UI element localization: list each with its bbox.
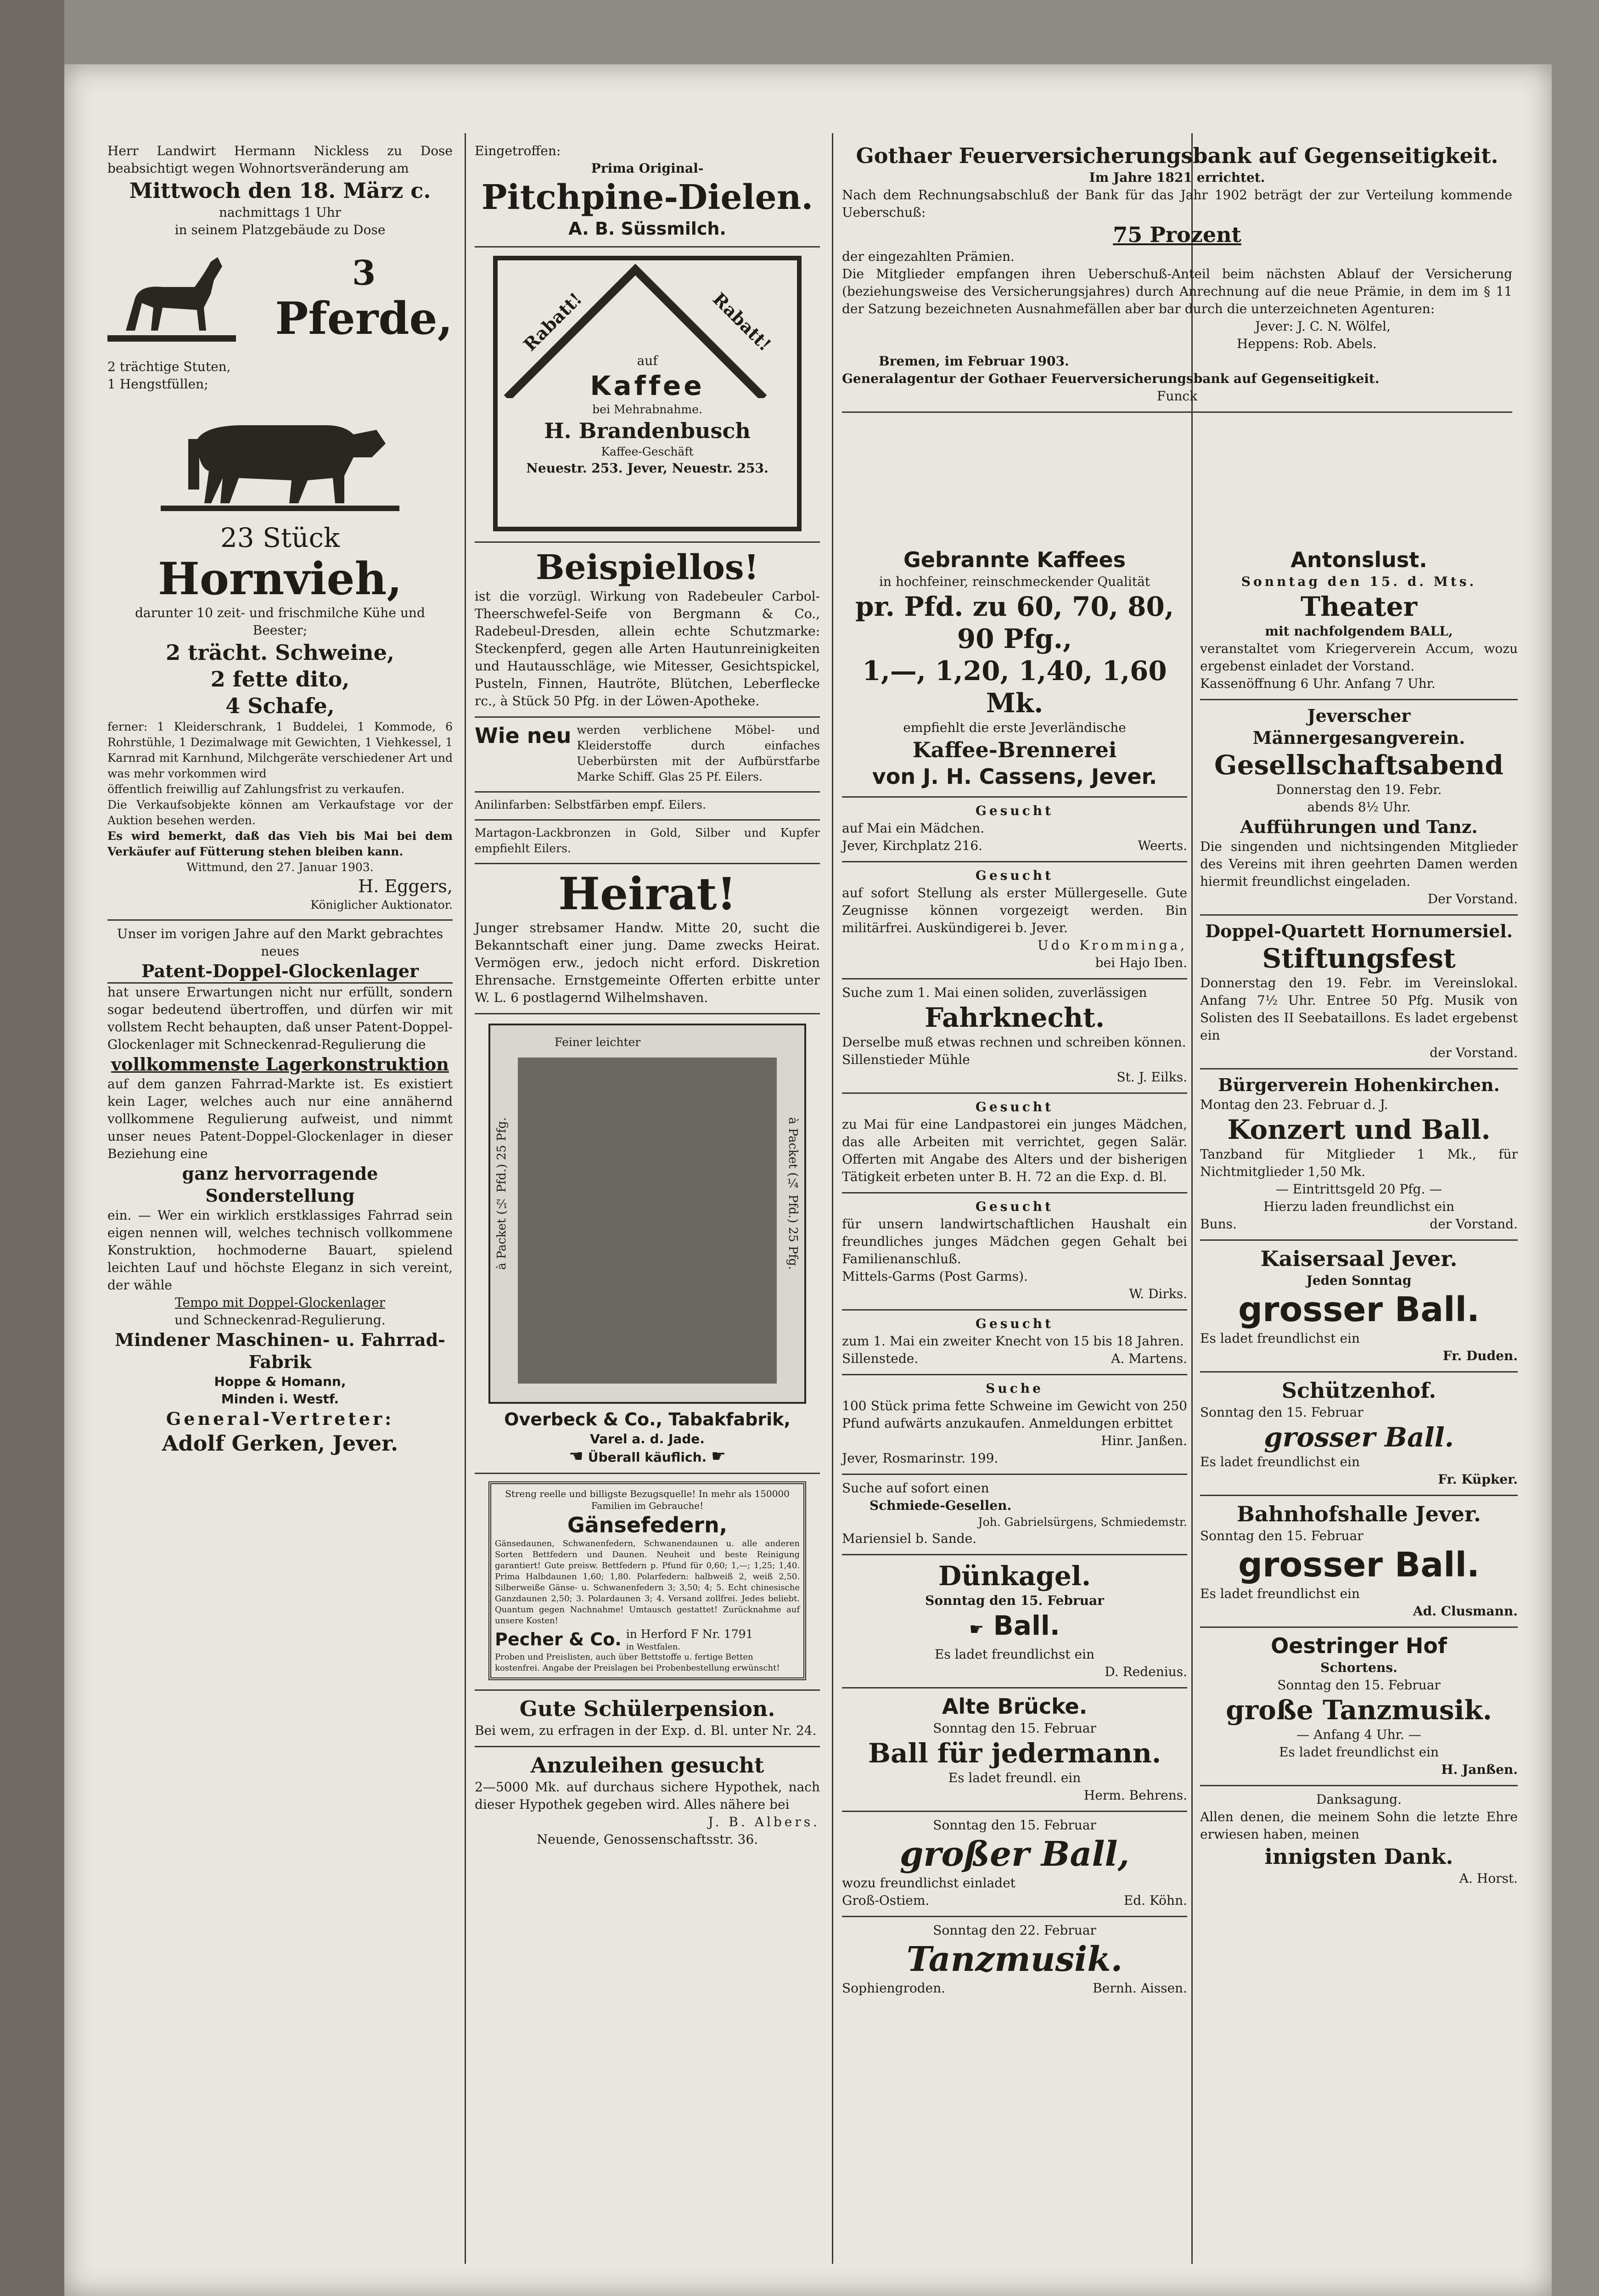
ad-anilin — [475, 793, 820, 821]
horse-count: 3 — [352, 253, 376, 293]
cattle-title: Hornvieh, — [158, 553, 402, 605]
jeverscher-abend: Gesellschaftsabend — [1214, 749, 1504, 781]
ad-schuetzenhof — [1200, 1373, 1518, 1496]
column-3-lower — [836, 542, 1194, 2259]
ad-kaffees — [842, 542, 1187, 798]
horse-line-1: 2 trächtige Stuten, — [107, 359, 231, 374]
ad-martagon — [475, 821, 820, 864]
pointing-hand-right-icon: ☛ — [711, 1447, 726, 1466]
grosser-sig: Ed. Köhn. — [1123, 1893, 1187, 1908]
suche-sig: Hinr. Janßen. — [1101, 1433, 1187, 1448]
pointing-hand-icon: ☛ — [969, 1620, 984, 1639]
auction-place: in seinem Platzgebäude zu Dose — [174, 222, 386, 237]
ad-bahnhofshalle — [1200, 1496, 1518, 1628]
ad-fahrknecht — [842, 979, 1187, 1094]
ad-pitchpine — [475, 138, 820, 248]
horse-line-2: 1 Hengstfüllen; — [107, 377, 208, 392]
gotha-body-3: Die Mitglieder empfangen ihren Ueberschuß-Anteil beim nächsten Ablauf der Versicherung (beziehungsweise des Versicherungsjahres) durch Anrechnung auf die neue Prämie, in dem im § 11 der Satzung bezeichneten Ausnahmefällen aber bar durch die unterzeichneten Agenturen: — [842, 266, 1512, 316]
gotha-body-1: Nach dem Rechnungsabschluß der Bank für das Jahr 1902 beträgt der zur Verteilung kommende Ueberschuß: — [842, 187, 1512, 220]
altebr-title: Alte Brücke. — [942, 1694, 1088, 1719]
sheep-line: 4 Schafe, — [225, 693, 335, 718]
buerger-sig: der Vorstand. — [1430, 1216, 1518, 1232]
ad-oestringer — [1200, 1628, 1518, 1786]
ad-patent-bearing — [107, 921, 453, 1463]
ad-gesucht-2 — [842, 862, 1187, 979]
ad-maennergesang — [1200, 700, 1518, 916]
oestr-invite: Es ladet freundlichst ein — [1279, 1745, 1439, 1760]
patent-rep-name: Adolf Gerken, Jever. — [162, 1431, 398, 1456]
cattle-desc: darunter 10 zeit- und frischmilche Kühe und Beester; — [135, 605, 425, 638]
auctioneer-title: Königlicher Auktionator. — [310, 898, 453, 912]
anilin-text: Anilinfarben: Selbstfärben empf. Eilers. — [475, 798, 706, 811]
altebr-invite: Es ladet freundl. ein — [948, 1770, 1081, 1785]
patent-firm-2: Hoppe & Homann, — [214, 1374, 346, 1389]
pointing-hand-left-icon: ☚ — [568, 1447, 584, 1466]
tanz-loc: Sophiengroden. — [842, 1981, 946, 1996]
gotha-agent-1: Jever: J. C. N. Wölfel, — [1255, 319, 1391, 334]
altebr-sig: Herm. Behrens. — [1083, 1788, 1187, 1803]
dank-sig: A. Horst. — [1459, 1871, 1518, 1886]
bahnhof-title: Bahnhofshalle Jever. — [1237, 1502, 1481, 1526]
ad-gesucht-3 — [842, 1094, 1187, 1193]
patent-firm: Mindener Maschinen- u. Fahrrad-Fabrik — [115, 1329, 445, 1372]
duenkagel-ball: Ball. — [993, 1610, 1060, 1641]
kaffees-emp: empfiehlt die erste Jeverländische — [903, 720, 1126, 735]
oestr-title: Oestringer Hof — [1271, 1633, 1447, 1658]
rabatt-left: Rabatt! — [519, 288, 586, 355]
ad-schmiede — [842, 1475, 1187, 1555]
auction-note: Es wird bemerkt, daß das Vieh bis Mai bei dem Verkäufer auf Fütterung stehen bleiben kann. — [107, 829, 453, 858]
ad-kaisersaal — [1200, 1241, 1518, 1373]
gotha-funck: Funck — [1156, 388, 1198, 404]
ad-schuelerpension — [475, 1691, 820, 1747]
anton-title: Antonslust. — [1290, 547, 1427, 572]
fat-pigs-line: 2 fette dito, — [210, 667, 350, 692]
anton-date: Sonntag den 15. d. Mts. — [1241, 574, 1477, 589]
g4-body: für unsern landwirtschaftlichen Haushalt ein freundliches junges Mädchen gegen Gehalt bei Familienanschluß. — [842, 1216, 1187, 1266]
buerger-invite: Hierzu laden freundlichst ein — [1263, 1199, 1455, 1214]
patent-title-2: vollkommenste Lagerkonstruktion — [111, 1054, 449, 1075]
dank-dank: innigsten Dank. — [1264, 1844, 1453, 1869]
schueler-title: Gute Schülerpension. — [519, 1696, 775, 1721]
gaense-title: Gänsefedern, — [567, 1513, 728, 1537]
schmiede-loc: Mariensiel b. Sande. — [842, 1531, 977, 1546]
doppel-title: Doppel-Quartett Hornumersiel. — [1205, 921, 1513, 941]
patent-rep-label: General-Vertreter: — [166, 1408, 394, 1429]
column-1 — [101, 138, 459, 2259]
ad-gesucht-5 — [842, 1311, 1187, 1375]
kaffees-brennerei: Kaffee-Brennerei — [912, 737, 1117, 762]
duenkagel-title: Dünkagel. — [938, 1560, 1091, 1592]
anzul-body: 2—5000 Mk. auf durchaus sichere Hypothek, nach dieser Hypothek gegeben wird. Alles nähere bei — [475, 1779, 820, 1812]
buerger-title: Bürgerverein Hohenkirchen. — [1218, 1075, 1500, 1095]
tanz-date: Sonntag den 22. Februar — [933, 1923, 1096, 1938]
kaiser-date: Jeden Sonntag — [1306, 1273, 1412, 1288]
jeverscher-time: abends 8½ Uhr. — [1307, 799, 1411, 815]
g4-sig: W. Dirks. — [1129, 1286, 1187, 1301]
buerger-body: Tanzband für Mitglieder 1 Mk., für Nichtmitglieder 1,50 Mk. — [1200, 1147, 1518, 1179]
patent-title: Patent-Doppel-Glockenlager — [107, 960, 453, 984]
gaense-top: Streng reelle und billigste Bezugsquelle! In mehr als 150000 Familien im Gebrauche! — [505, 1488, 790, 1511]
patent-body-2: auf dem ganzen Fahrrad-Markte ist. Es existiert kein Lager, welches auch nur eine annähernd vollkommene Regulierung aufweist, und nimmt unser neues Patent-Doppel-Glockenlager in dieser Beziehung eine — [107, 1076, 453, 1161]
patent-firm-3: Minden i. Westf. — [221, 1391, 339, 1407]
ad-rabatt — [475, 248, 820, 543]
anton-ball: mit nachfolgendem BALL, — [1265, 624, 1453, 639]
kaffees-quality: in hochfeiner, reinschmeckender Qualität — [879, 574, 1150, 589]
suche-addr: Jever, Rosmarinstr. 199. — [842, 1451, 999, 1466]
ad-heirat — [475, 864, 820, 1014]
pigs-line: 2 trächt. Schweine, — [166, 640, 394, 665]
g5-heading: Gesucht — [975, 1316, 1054, 1331]
rabatt-bei: bei Mehrabnahme. — [592, 403, 702, 416]
bahnhof-sig: Ad. Clusmann. — [1413, 1604, 1518, 1619]
schuetzen-sig: Fr. Küpker. — [1438, 1472, 1518, 1487]
buerger-date: Montag den 23. Februar d. J. — [1200, 1097, 1388, 1112]
bahnhof-date: Sonntag den 15. Februar — [1200, 1528, 1363, 1543]
gaense-region: in Westfalen. — [626, 1642, 681, 1652]
horse-illustration — [107, 243, 236, 354]
kaiser-sig: Fr. Duden. — [1442, 1348, 1518, 1363]
patent-body-1: hat unsere Erwartungen nicht nur erfüllt, sondern sogar bedeutend übertroffen, und dürfen wir mit vollstem Recht behaupten, daß unser Patent-Doppel-Glockenlager mit Schneckenrad-Regulierung die — [107, 985, 453, 1052]
rabatt-frame — [493, 256, 802, 531]
tanz-sig: Bernh. Aissen. — [1093, 1981, 1187, 1996]
auction-dateline: Wittmund, den 27. Januar 1903. — [186, 861, 374, 874]
g5-loc: Sillenstede. — [842, 1351, 919, 1366]
kaiser-ball: grosser Ball. — [1238, 1290, 1480, 1329]
buerger-loc: Buns. — [1200, 1216, 1237, 1232]
anton-body: veranstaltet vom Kriegerverein Accum, wozu ergebenst einladet der Vorstand. — [1200, 641, 1518, 674]
grosser-ball: großer Ball, — [899, 1835, 1130, 1874]
g1-body: auf Mai ein Mädchen. — [842, 821, 985, 836]
column-2 — [468, 138, 826, 2259]
overbeck-available: Überall käuflich. — [588, 1450, 707, 1465]
overbeck-side-right: à Packet (¼ Pfd.) 25 Pfg. — [786, 1117, 800, 1270]
g1-addr: Jever, Kirchplatz 216. — [842, 838, 983, 853]
rabatt-auf: auf — [637, 353, 658, 368]
gotha-agent-2: Heppens: Rob. Abels. — [1237, 336, 1377, 351]
fahr-body: Derselbe muß etwas rechnen und schreiben können. — [842, 1035, 1186, 1050]
altebr-ball: Ball für jedermann. — [868, 1738, 1161, 1769]
fahr-loc: Sillenstieder Mühle — [842, 1052, 970, 1067]
anzul-addr: Neuende, Genossenschaftsstr. 36. — [536, 1832, 758, 1847]
ad-gesucht-1 — [842, 798, 1187, 862]
g2-sig: Udo Kromminga, — [1037, 938, 1187, 953]
martagon-text: Martagon-Lackbronzen in Gold, Silber und Kupfer empfiehlt Eilers. — [475, 826, 820, 855]
auction-viewing: Die Verkaufsobjekte können am Verkaufstage vor der Auktion besehen werden. — [107, 798, 453, 827]
auction-terms: öffentlich freiwillig auf Zahlungsfrist zu verkaufen. — [107, 782, 405, 796]
kaiser-title: Kaisersaal Jever. — [1260, 1246, 1458, 1271]
ad-auction-nickles — [107, 138, 453, 921]
schuetzen-ball: grosser Ball. — [1264, 1422, 1454, 1453]
ad-danksagung — [1200, 1786, 1518, 1894]
gotha-body-2: der eingezahlten Prämien. — [842, 249, 1015, 264]
duenkagel-date: Sonntag den 15. Februar — [925, 1593, 1104, 1608]
auction-time: nachmittags 1 Uhr — [219, 205, 342, 220]
gotha-general: Generalagentur der Gothaer Feuerversicherungsbank auf Gegenseitigkeit. — [842, 371, 1380, 386]
pitch-firm: A. B. Süssmilch. — [568, 219, 726, 239]
oestr-ball: große Tanzmusik. — [1226, 1694, 1492, 1726]
jeverscher-date: Donnerstag den 19. Febr. — [1276, 782, 1442, 797]
anton-theater: Theater — [1300, 591, 1418, 622]
grosser-date: Sonntag den 15. Februar — [933, 1818, 1096, 1833]
schuetzen-date: Sonntag den 15. Februar — [1200, 1405, 1363, 1420]
schmiede-sig: Joh. Gabrielsürgens, Schmiedemstr. — [978, 1515, 1187, 1529]
ad-gesucht-4 — [842, 1193, 1187, 1311]
cattle-count: 23 Stück — [220, 522, 340, 553]
heirat-title: Heirat! — [558, 868, 736, 920]
pitch-title: Pitchpine-Dielen. — [481, 178, 814, 217]
g4-loc: Mittels-Garms (Post Garms). — [842, 1269, 1028, 1284]
overbeck-side-left: à Packet (½ Pfd.) 25 Pfg. — [495, 1117, 509, 1270]
overbeck-firm: Overbeck & Co., Tabakfabrik, — [504, 1409, 791, 1429]
patent-body-3: ein. — Wer ein wirklich erstklassiges Fahrrad sein eigen nennen will, welches technisch vollkommene Konstruktion, hochmoderne Bauart, spielend leichten Lauf und höchste Eleganz in sich vereint, der wähle — [107, 1208, 453, 1293]
column-4 — [1194, 542, 1524, 2259]
g3-body: zu Mai für eine Landpastorei ein junges Mädchen, das alle Arbeiten mit verrichtet, gegen Salär. Offerten mit Angabe des Alters und der bisherigen Tätigkeit erbeten unter B. H. 72 an die Exp. d. Bl. — [842, 1117, 1187, 1184]
dank-body: Allen denen, die meinem Sohn die letzte Ehre erwiesen haben, meinen — [1200, 1809, 1518, 1842]
ad-tanzmusik — [842, 1917, 1187, 2003]
pitch-pre: Eingetroffen: — [475, 143, 561, 158]
g2-heading: Gesucht — [975, 868, 1054, 883]
duenkagel-sig: D. Redenius. — [1105, 1664, 1187, 1679]
g2-body: auf sofort Stellung als erster Müllergeselle. Gute Zeugnisse können vorgezeigt werden. Bin militärfrei. Auskündigerei b. Jever. — [842, 885, 1187, 935]
schuetzen-title: Schützenhof. — [1281, 1378, 1436, 1403]
column-rule — [832, 133, 833, 2264]
wieneu-body: werden verblichene Möbel- und Kleiderstoffe durch einfaches Ueberbürsten mit der Aufbürstfarbe Marke Schiff. Glas 25 Pf. Eilers. — [577, 723, 820, 783]
buerger-entry: — Eintrittsgeld 20 Pfg. — — [1275, 1182, 1442, 1197]
bahnhof-ball: grosser Ball. — [1238, 1545, 1480, 1585]
g1-heading: Gesucht — [975, 803, 1054, 818]
g2-sig-2: bei Hajo Iben. — [1095, 955, 1187, 970]
ad-duenkagel — [842, 1555, 1187, 1688]
g5-sig: A. Martens. — [1111, 1351, 1187, 1366]
schmiede-title: Schmiede-Gesellen. — [870, 1498, 1012, 1513]
grosser-invite: wozu freundlichst einladet — [842, 1875, 1016, 1891]
rabatt-name: H. Brandenbusch — [544, 418, 751, 443]
doppel-body: Donnerstag den 19. Febr. im Vereinslokal. Anfang 7½ Uhr. Entree 50 Pfg. Musik von Solisten des II Seebataillons. Es ladet ergebenst ein — [1200, 975, 1518, 1043]
jeverscher-title: Jeverscher Männergesangverein. — [1252, 705, 1465, 748]
schuetzen-invite: Es ladet freundlichst ein — [1200, 1454, 1360, 1469]
ad-overbeck — [475, 1014, 820, 1474]
ad-wie-neu — [475, 718, 820, 793]
doppel-fest: Stiftungsfest — [1262, 943, 1456, 974]
patent-regulierung: und Schneckenrad-Regulierung. — [174, 1312, 386, 1328]
kaiser-invite: Es ladet freundlichst ein — [1200, 1331, 1360, 1346]
gotha-dateline: Bremen, im Februar 1903. — [879, 354, 1069, 369]
ad-antonslust — [1200, 542, 1518, 700]
altebr-date: Sonntag den 15. Februar — [933, 1721, 1096, 1736]
ad-beispiellos — [475, 543, 820, 718]
auction-intro: Herr Landwirt Hermann Nickless zu Dose beabsichtigt wegen Wohnortsveränderung am — [107, 143, 453, 176]
beispiel-title: Beispiellos! — [535, 548, 759, 587]
oestr-loc: Schortens. — [1320, 1660, 1397, 1675]
rabatt-right: Rabatt! — [708, 288, 775, 355]
suche-heading: Suche — [986, 1381, 1044, 1396]
g5-body: zum 1. Mai ein zweiter Knecht von 15 bis 18 Jahren. — [842, 1334, 1184, 1349]
duenkagel-invite: Es ladet freundlichst ein — [934, 1647, 1095, 1662]
jeverscher-sig: Der Vorstand. — [1427, 891, 1518, 906]
ad-buergerverein — [1200, 1069, 1518, 1241]
rabatt-address: Neuestr. 253. Jever, Neuestr. 253. — [526, 461, 769, 476]
gaense-city: in Herford F Nr. 1791 — [626, 1627, 753, 1641]
kaffees-firm: von J. H. Cassens, Jever. — [872, 764, 1157, 789]
ad-alte-bruecke — [842, 1688, 1187, 1812]
beispiel-body: ist die vorzügl. Wirkung von Radebeuler Carbol-Theerschwefel-Seife von Bergmann & Co., Radebeul-Dresden, allein echte Schutzmarke: Steckenpferd, gegen alle Arten Hautunreinigkeiten und Hautausschläge, wie Mitesser, Gesichtspickel, Pusteln, Finnen, Hautröte, Blütchen, Leberflecke rc., à Stück 50 Pfg. in der Löwen-Apotheke. — [475, 589, 820, 709]
tobacco-field-photo — [518, 1058, 777, 1384]
oestr-anfang: — Anfang 4 Uhr. — — [1296, 1727, 1421, 1742]
oestr-sig: H. Janßen. — [1441, 1762, 1518, 1777]
auction-date: Mittwoch den 18. März c. — [129, 178, 431, 203]
gotha-percent: 75 Prozent — [1113, 222, 1241, 247]
anzul-title: Anzuleihen gesucht — [530, 1753, 764, 1778]
schueler-body: Bei wem, zu erfragen in der Exp. d. Bl. unter Nr. 24. — [475, 1723, 817, 1738]
rabatt-geschaeft: Kaffee-Geschäft — [601, 445, 694, 458]
wieneu-title: Wie neu — [475, 723, 572, 748]
grosser-loc: Groß-Ostiem. — [842, 1893, 930, 1908]
page-edge — [0, 0, 64, 2296]
ad-suche-schweine — [842, 1375, 1187, 1475]
horse-title: Pferde, — [275, 293, 453, 344]
patent-intro: Unser im vorigen Jahre auf den Markt gebrachtes neues — [117, 926, 443, 959]
rabatt-kaffee: Kaffee — [590, 370, 705, 401]
jeverscher-body: Die singenden und nichtsingenden Mitglieder des Vereins mit ihren geehrten Damen werden hiermit freundlichst eingeladen. — [1200, 839, 1518, 889]
anton-times: Kassenöffnung 6 Uhr. Anfang 7 Uhr. — [1200, 676, 1436, 691]
newspaper-page — [64, 64, 1552, 2296]
buerger-konzert: Konzert und Ball. — [1227, 1114, 1491, 1145]
fahr-pre: Suche zum 1. Mai einen soliden, zuverlässigen — [842, 985, 1147, 1000]
kaffees-prices-2: 1,—, 1,20, 1,40, 1,60 Mk. — [862, 655, 1167, 719]
patent-title-3: ganz hervorragende Sonderstellung — [182, 1163, 378, 1206]
column-rule — [465, 133, 466, 2264]
g4-heading: Gesucht — [975, 1199, 1054, 1214]
auction-misc: ferner: 1 Kleiderschrank, 1 Buddelei, 1 Kommode, 6 Rohrstühle, 1 Dezimalwage mit Gewichten, 1 Viehkessel, 1 Karnrad mit Karnhund, Milchgeräte verschiedener Art und was mehr vorkommen wird — [107, 720, 453, 780]
gotha-sub: Im Jahre 1821 errichtet. — [1089, 170, 1265, 185]
patent-tempo: Tempo mit Doppel-Glockenlager — [174, 1295, 386, 1310]
g3-heading: Gesucht — [975, 1099, 1054, 1114]
gaense-firm: Pecher & Co. — [495, 1629, 622, 1649]
kaffees-prices-1: pr. Pfd. zu 60, 70, 80, 90 Pfg., — [855, 591, 1174, 654]
g1-sig: Weerts. — [1138, 838, 1187, 853]
gaense-samples: Proben und Preislisten, auch über Bettstoffe u. fertige Betten kostenfrei. Angabe der Preislagen bei Probenbestellung erwünscht! — [495, 1652, 780, 1673]
pitch-prima: Prima Original- — [591, 161, 704, 176]
fahr-title: Fahrknecht. — [924, 1002, 1105, 1033]
heirat-body: Junger strebsamer Handw. Mitte 20, sucht die Bekanntschaft einer jung. Dame zwecks Heirat. Vermögen erw., jedoch nicht erford. Diskretion Ehrensache. Ernstgemeinte Offerten erbitte unter W. L. 6 postlagernd Wilhelmshaven. — [475, 920, 820, 1005]
bahnhof-invite: Es ladet freundlichst ein — [1200, 1586, 1360, 1601]
gotha-title: Gothaer Feuerversicherungsbank auf Gegenseitigkeit. — [856, 143, 1498, 168]
doppel-sig: der Vorstand. — [1430, 1045, 1518, 1060]
dank-title: Danksagung. — [1316, 1792, 1402, 1807]
auctioneer-name: H. Eggers, — [358, 876, 453, 896]
jeverscher-auff: Aufführungen und Tanz. — [1240, 816, 1478, 837]
anzul-sig: J. B. Albers. — [708, 1814, 820, 1829]
tanz-title: Tanzmusik. — [906, 1940, 1123, 1979]
ad-anzuleihen — [475, 1747, 820, 1855]
oestr-date: Sonntag den 15. Februar — [1277, 1677, 1441, 1693]
overbeck-label: Feiner leichter — [555, 1035, 641, 1049]
ad-doppelquartett — [1200, 916, 1518, 1069]
ad-gaensefedern — [475, 1474, 820, 1691]
fahr-sig: St. J. Eilks. — [1116, 1069, 1187, 1085]
gaense-body: Gänsedaunen, Schwanenfedern, Schwanendaunen u. alle anderen Sorten Bettfedern und Daunen. Neuheit und beste Reinigung garantiert! Gute preisw. Bettfedern p. Pfund für 0,60; 1,—; 1,25; 1,40. Prima Halbdaunen 1,60; 1,80. Polarfedern: halbweiß 2, weiß 2,50. Silberweiße Gänse- u. Schwanenfedern 3; 3,50; 4; 5. Echt chinesische Ganzdaunen 2,50; 3. Polardaunen 3; 4. Versand zollfrei. Jedes beliebt. Quantum gegen Nachnahme! Umtausch gestattet! Zurücknahme auf unsere Kosten! — [495, 1539, 800, 1626]
schmiede-body: Suche auf sofort einen — [842, 1480, 989, 1496]
suche-body: 100 Stück prima fette Schweine im Gewicht von 250 Pfund aufwärts anzukaufen. Anmeldungen erbittet — [842, 1398, 1187, 1431]
overbeck-image — [488, 1024, 806, 1404]
cow-illustration — [161, 398, 399, 517]
kaffees-title: Gebrannte Kaffees — [903, 547, 1126, 572]
overbeck-location: Varel a. d. Jade. — [590, 1431, 705, 1446]
ad-grosser-ball-ostiem — [842, 1812, 1187, 1917]
ad-gothaer — [842, 138, 1512, 413]
